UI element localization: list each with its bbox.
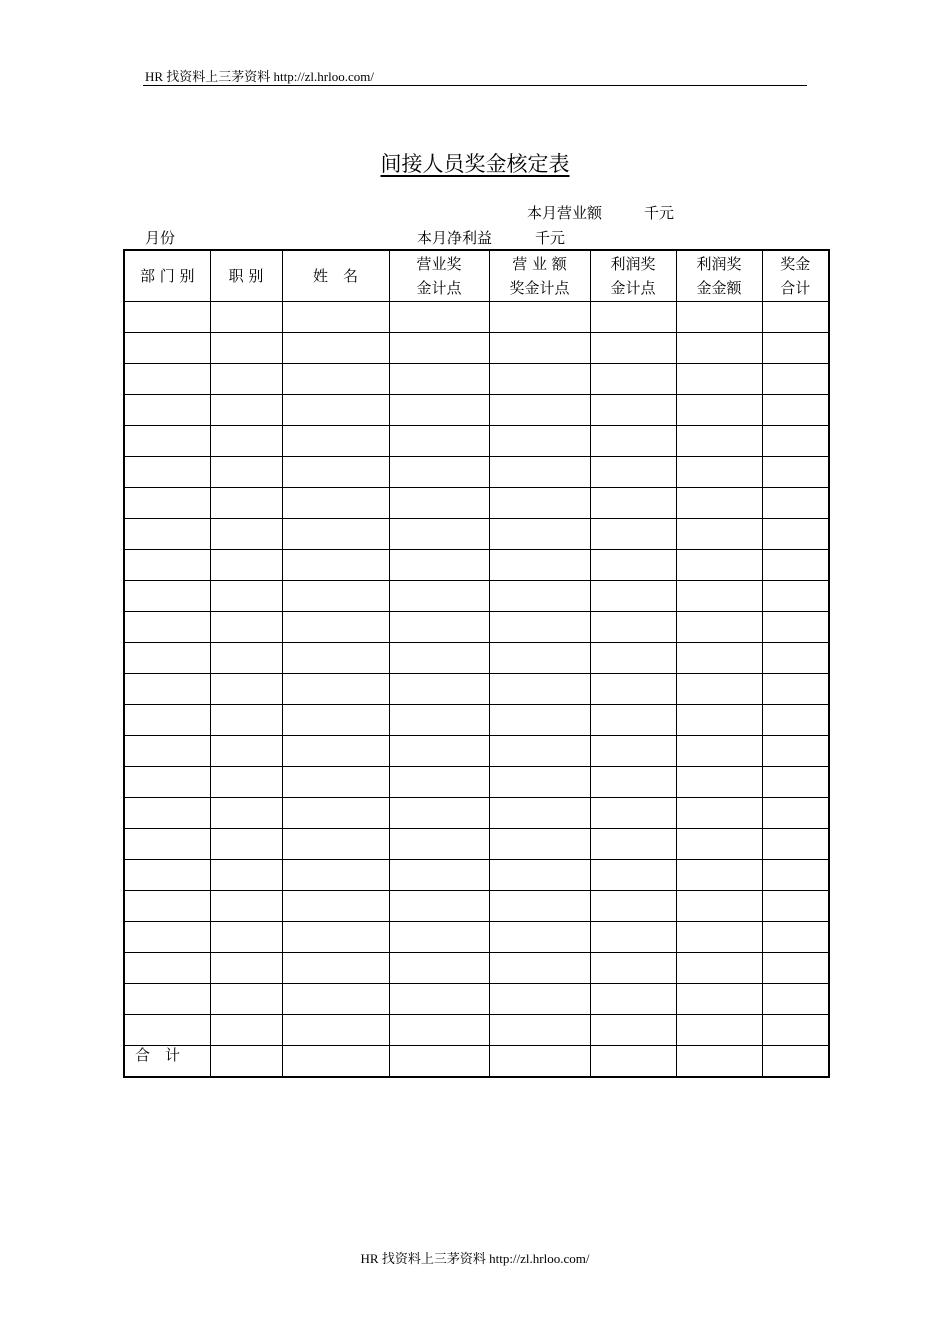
table-cell[interactable] <box>489 860 590 891</box>
table-cell[interactable] <box>210 736 282 767</box>
table-cell[interactable] <box>210 519 282 550</box>
table-cell[interactable] <box>489 550 590 581</box>
table-cell[interactable] <box>124 674 210 705</box>
table-cell[interactable] <box>210 488 282 519</box>
table-cell[interactable] <box>676 767 762 798</box>
table-cell[interactable] <box>762 767 829 798</box>
table-cell[interactable] <box>210 767 282 798</box>
table-row <box>124 984 829 1015</box>
table-row <box>124 333 829 364</box>
table-row <box>124 829 829 860</box>
table-cell[interactable] <box>389 550 489 581</box>
table-cell[interactable] <box>389 860 489 891</box>
table-cell[interactable] <box>124 364 210 395</box>
table-cell[interactable] <box>676 829 762 860</box>
col-header-profit-bonus-points: 利润奖 金计点 <box>590 250 676 302</box>
table-cell[interactable] <box>210 674 282 705</box>
table-cell[interactable] <box>489 426 590 457</box>
table-cell[interactable] <box>389 705 489 736</box>
table-cell[interactable] <box>676 798 762 829</box>
col-header-sales-bonus-points: 营业奖 金计点 <box>389 250 489 302</box>
col-header-bonus-total: 奖金 合计 <box>762 250 829 302</box>
total-cell[interactable] <box>389 1046 489 1078</box>
table-cell[interactable] <box>489 457 590 488</box>
col-header-position: 职 别 <box>210 250 282 302</box>
table-cell[interactable] <box>282 333 389 364</box>
table-cell[interactable] <box>590 984 676 1015</box>
table-cell[interactable] <box>489 302 590 333</box>
table-cell[interactable] <box>210 922 282 953</box>
table-cell[interactable] <box>762 891 829 922</box>
table-cell[interactable] <box>489 488 590 519</box>
total-cell[interactable] <box>489 1046 590 1078</box>
table-row <box>124 1015 829 1046</box>
table-cell[interactable] <box>389 426 489 457</box>
table-cell[interactable] <box>389 829 489 860</box>
table-row <box>124 426 829 457</box>
table-cell[interactable] <box>282 829 389 860</box>
table-cell[interactable] <box>762 581 829 612</box>
table-cell[interactable] <box>676 333 762 364</box>
col-header-revenue-bonus-points: 营 业 额 奖金计点 <box>489 250 590 302</box>
table-cell[interactable] <box>489 674 590 705</box>
table-cell[interactable] <box>762 953 829 984</box>
table-cell[interactable] <box>762 550 829 581</box>
total-cell[interactable] <box>590 1046 676 1078</box>
table-cell[interactable] <box>762 612 829 643</box>
table-cell[interactable] <box>282 457 389 488</box>
table-cell[interactable] <box>590 829 676 860</box>
table-cell[interactable] <box>489 829 590 860</box>
profit-label: 本月净利益 <box>417 229 493 247</box>
table-cell[interactable] <box>676 705 762 736</box>
table-cell[interactable] <box>210 457 282 488</box>
table-cell[interactable] <box>282 643 389 674</box>
table-row <box>124 488 829 519</box>
table-row <box>124 581 829 612</box>
table-cell[interactable] <box>210 333 282 364</box>
table-cell[interactable] <box>210 829 282 860</box>
table-row <box>124 612 829 643</box>
table-row <box>124 705 829 736</box>
table-cell[interactable] <box>124 798 210 829</box>
table-cell[interactable] <box>282 860 389 891</box>
table-cell[interactable] <box>489 395 590 426</box>
table-cell[interactable] <box>210 364 282 395</box>
table-cell[interactable] <box>389 643 489 674</box>
table-cell[interactable] <box>676 581 762 612</box>
total-cell[interactable] <box>282 1046 389 1078</box>
table-cell[interactable] <box>590 302 676 333</box>
month-label: 月份 <box>145 229 176 247</box>
table-cell[interactable] <box>676 612 762 643</box>
table-row <box>124 457 829 488</box>
table-cell[interactable] <box>282 581 389 612</box>
table-cell[interactable] <box>676 953 762 984</box>
table-cell[interactable] <box>489 767 590 798</box>
table-cell[interactable] <box>389 1015 489 1046</box>
table-cell[interactable] <box>676 488 762 519</box>
col-header-profit-bonus-amount: 利润奖 金金额 <box>676 250 762 302</box>
table-cell[interactable] <box>676 891 762 922</box>
table-cell[interactable] <box>389 984 489 1015</box>
table-cell[interactable] <box>389 457 489 488</box>
table-cell[interactable] <box>590 612 676 643</box>
table-row <box>124 798 829 829</box>
table-cell[interactable] <box>282 1015 389 1046</box>
table-row <box>124 922 829 953</box>
table-cell[interactable] <box>676 302 762 333</box>
table-cell[interactable] <box>762 984 829 1015</box>
table-cell[interactable] <box>124 829 210 860</box>
revenue-label: 本月营业额 <box>527 204 603 222</box>
table-cell[interactable] <box>389 581 489 612</box>
table-cell[interactable] <box>762 1015 829 1046</box>
total-cell[interactable] <box>676 1046 762 1078</box>
table-cell[interactable] <box>762 798 829 829</box>
table-cell[interactable] <box>210 891 282 922</box>
table-cell[interactable] <box>282 798 389 829</box>
table-cell[interactable] <box>124 395 210 426</box>
table-cell[interactable] <box>282 612 389 643</box>
table-cell[interactable] <box>489 984 590 1015</box>
table-cell[interactable] <box>489 891 590 922</box>
table-cell[interactable] <box>489 581 590 612</box>
table-cell[interactable] <box>489 333 590 364</box>
table-cell[interactable] <box>676 426 762 457</box>
table-cell[interactable] <box>124 891 210 922</box>
table-cell[interactable] <box>762 457 829 488</box>
table-cell[interactable] <box>389 488 489 519</box>
table-cell[interactable] <box>210 426 282 457</box>
table-cell[interactable] <box>590 736 676 767</box>
table-cell[interactable] <box>282 302 389 333</box>
table-cell[interactable] <box>210 860 282 891</box>
table-cell[interactable] <box>389 767 489 798</box>
table-cell[interactable] <box>282 550 389 581</box>
table-cell[interactable] <box>282 953 389 984</box>
table-row <box>124 550 829 581</box>
table-row <box>124 891 829 922</box>
table-cell[interactable] <box>676 922 762 953</box>
table-cell[interactable] <box>676 984 762 1015</box>
table-cell[interactable] <box>124 767 210 798</box>
table-cell[interactable] <box>389 736 489 767</box>
table-cell[interactable] <box>282 984 389 1015</box>
table-cell[interactable] <box>210 302 282 333</box>
table-cell[interactable] <box>210 550 282 581</box>
table-cell[interactable] <box>489 705 590 736</box>
table-cell[interactable] <box>389 922 489 953</box>
table-cell[interactable] <box>282 364 389 395</box>
table-cell[interactable] <box>124 1015 210 1046</box>
table-row <box>124 674 829 705</box>
table-cell[interactable] <box>762 426 829 457</box>
table-cell[interactable] <box>762 333 829 364</box>
table-cell[interactable] <box>590 953 676 984</box>
total-cell[interactable] <box>762 1046 829 1078</box>
table-cell[interactable] <box>124 922 210 953</box>
table-cell[interactable] <box>210 953 282 984</box>
bonus-table <box>123 249 830 1078</box>
table-cell[interactable] <box>282 426 389 457</box>
table-row <box>124 302 829 333</box>
table-cell[interactable] <box>762 395 829 426</box>
table-row <box>124 395 829 426</box>
table-cell[interactable] <box>590 860 676 891</box>
table-cell[interactable] <box>590 488 676 519</box>
table-cell[interactable] <box>590 767 676 798</box>
table-cell[interactable] <box>389 798 489 829</box>
table-cell[interactable] <box>389 519 489 550</box>
table-cell[interactable] <box>389 674 489 705</box>
table-cell[interactable] <box>676 550 762 581</box>
table-cell[interactable] <box>762 302 829 333</box>
profit-unit: 千元 <box>535 229 566 247</box>
table-cell[interactable] <box>124 705 210 736</box>
table-cell[interactable] <box>282 519 389 550</box>
table-cell[interactable] <box>676 457 762 488</box>
table-cell[interactable] <box>489 364 590 395</box>
table-cell[interactable] <box>282 395 389 426</box>
page-footer: HR 找资料上三茅资料 http://zl.hrloo.com/ <box>360 1251 590 1266</box>
table-cell[interactable] <box>389 612 489 643</box>
table-cell[interactable] <box>124 333 210 364</box>
table-cell[interactable] <box>210 395 282 426</box>
document-title: 间接人员奖金核定表 <box>380 152 570 176</box>
header-divider <box>143 85 807 86</box>
table-row <box>124 767 829 798</box>
table-cell[interactable] <box>762 736 829 767</box>
table-cell[interactable] <box>389 364 489 395</box>
total-label: 合 计 <box>124 1046 210 1078</box>
table-cell[interactable] <box>762 829 829 860</box>
table-row <box>124 364 829 395</box>
table-row <box>124 643 829 674</box>
table-cell[interactable] <box>124 550 210 581</box>
table-cell[interactable] <box>489 643 590 674</box>
table-cell[interactable] <box>489 953 590 984</box>
table-cell[interactable] <box>124 612 210 643</box>
table-cell[interactable] <box>762 643 829 674</box>
table-cell[interactable] <box>282 922 389 953</box>
table-cell[interactable] <box>762 674 829 705</box>
table-cell[interactable] <box>590 1015 676 1046</box>
table-cell[interactable] <box>124 302 210 333</box>
table-cell[interactable] <box>124 736 210 767</box>
table-cell[interactable] <box>210 705 282 736</box>
table-cell[interactable] <box>282 488 389 519</box>
table-row <box>124 736 829 767</box>
table-cell[interactable] <box>282 705 389 736</box>
table-row <box>124 953 829 984</box>
table-cell[interactable] <box>124 953 210 984</box>
table-cell[interactable] <box>389 395 489 426</box>
table-cell[interactable] <box>389 891 489 922</box>
col-header-name: 姓 名 <box>282 250 389 302</box>
table-cell[interactable] <box>124 519 210 550</box>
page-header: HR 找资料上三茅资料 http://zl.hrloo.com/ <box>145 69 374 84</box>
revenue-unit: 千元 <box>644 204 675 222</box>
table-cell[interactable] <box>762 519 829 550</box>
table-cell[interactable] <box>124 426 210 457</box>
table-cell[interactable] <box>282 736 389 767</box>
table-cell[interactable] <box>590 550 676 581</box>
table-cell[interactable] <box>676 519 762 550</box>
table-cell[interactable] <box>590 891 676 922</box>
table-header-row <box>124 250 829 302</box>
table-cell[interactable] <box>590 798 676 829</box>
table-cell[interactable] <box>762 705 829 736</box>
table-cell[interactable] <box>762 488 829 519</box>
table-cell[interactable] <box>282 767 389 798</box>
table-cell[interactable] <box>676 674 762 705</box>
table-cell[interactable] <box>124 643 210 674</box>
table-cell[interactable] <box>590 333 676 364</box>
table-cell[interactable] <box>389 302 489 333</box>
table-cell[interactable] <box>590 922 676 953</box>
table-cell[interactable] <box>210 643 282 674</box>
table-cell[interactable] <box>590 457 676 488</box>
table-cell[interactable] <box>389 953 489 984</box>
table-cell[interactable] <box>590 705 676 736</box>
table-cell[interactable] <box>676 364 762 395</box>
table-cell[interactable] <box>489 922 590 953</box>
table-cell[interactable] <box>489 798 590 829</box>
table-cell[interactable] <box>210 1015 282 1046</box>
table-cell[interactable] <box>210 984 282 1015</box>
table-cell[interactable] <box>590 674 676 705</box>
table-cell[interactable] <box>124 860 210 891</box>
table-cell[interactable] <box>590 364 676 395</box>
table-cell[interactable] <box>489 736 590 767</box>
table-cell[interactable] <box>124 581 210 612</box>
table-cell[interactable] <box>389 333 489 364</box>
table-cell[interactable] <box>124 984 210 1015</box>
col-header-department: 部 门 别 <box>124 250 210 302</box>
table-row <box>124 860 829 891</box>
table-cell[interactable] <box>676 643 762 674</box>
table-body <box>124 302 829 1046</box>
table-cell[interactable] <box>210 798 282 829</box>
table-cell[interactable] <box>210 581 282 612</box>
table-cell[interactable] <box>590 519 676 550</box>
table-cell[interactable] <box>489 1015 590 1046</box>
table-cell[interactable] <box>676 395 762 426</box>
table-cell[interactable] <box>762 860 829 891</box>
table-cell[interactable] <box>210 612 282 643</box>
total-cell[interactable] <box>210 1046 282 1078</box>
table-cell[interactable] <box>590 395 676 426</box>
table-row <box>124 519 829 550</box>
table-cell[interactable] <box>124 488 210 519</box>
table-cell[interactable] <box>590 581 676 612</box>
table-cell[interactable] <box>762 922 829 953</box>
table-cell[interactable] <box>676 1015 762 1046</box>
table-cell[interactable] <box>124 457 210 488</box>
table-cell[interactable] <box>489 519 590 550</box>
table-cell[interactable] <box>590 643 676 674</box>
total-row <box>124 1046 829 1078</box>
table-cell[interactable] <box>676 736 762 767</box>
table-cell[interactable] <box>282 674 389 705</box>
table-cell[interactable] <box>676 860 762 891</box>
table-cell[interactable] <box>489 612 590 643</box>
table-cell[interactable] <box>590 426 676 457</box>
table-cell[interactable] <box>762 364 829 395</box>
table-cell[interactable] <box>282 891 389 922</box>
